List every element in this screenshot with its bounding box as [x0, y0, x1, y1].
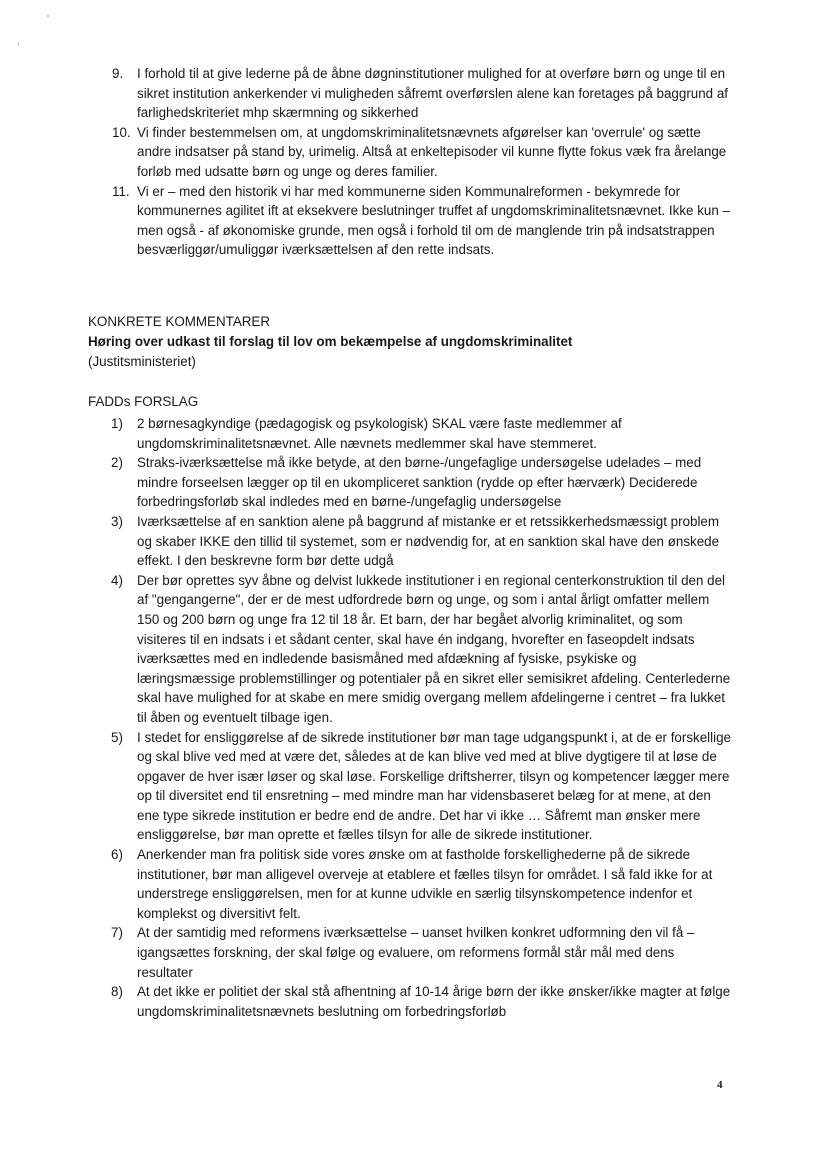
list-item-text: Iværksættelse af en sanktion alene på baggrund af mistanke er et retssikkerhedsmæssigt problem og skaber IKKE den tillid til systemet, som er nødvendig for, at en sanktion skal have den ønskede effekt. I den beskrevne form bør dette udgå: [137, 513, 720, 569]
list-item-text: Anerkender man fra politisk side vores ønske om at fastholde forskellighederne på de sikrede institutioner, bør man alligevel overveje at etablere et fælles tilsyn for området. I så fald ikke for at understrege ensliggørelsen, men for at kunne udvikle en særlig tilsynskompetence indenfor et komplekst og diversitivt felt.: [137, 847, 713, 921]
scan-speck: [18, 42, 19, 45]
list-item-number: 9.: [112, 66, 124, 81]
list-item-text: Straks-iværksættelse må ikke betyde, at den børne-/ungefaglige undersøgelse udelades – med mindre forseelsen lægger op til en ukompliceret sanktion (rydde op efter hærværk) Deciderede forbedringsforløb skal indledes med en børne-/ungefaglig undersøgelse: [137, 455, 702, 510]
list-item-number: 4): [111, 572, 123, 588]
list-item: [112, 123, 732, 182]
list-item-number: 3): [111, 513, 123, 529]
ministry-label: (Justitsministeriet): [88, 354, 196, 369]
list-item-text: 2 børnesagkyndige (pædagogisk og psykologisk) SKAL være faste medlemmer af ungdomskriminalitetsnævnet. Alle nævnets medlemmer skal have stemmeret.: [137, 416, 622, 451]
list-item-number: 10.: [112, 124, 131, 140]
list-item-number: 6): [111, 847, 123, 863]
scan-speck: [47, 15, 49, 17]
list-item: [112, 414, 732, 453]
list-item: [112, 571, 732, 728]
list-item-text: Der bør oprettes syv åbne og delvist lukkede institutioner i en regional centerkonstruktion til den del af "gengangerne", der er de mest udfordrede børn og unge, og som i antal årligt omfatter mellem 150 og 200 børn og unge fra 12 til 18 år. Et barn, der har begået alvorlig kriminalitet, og som visiteres til en indsats i et sådant center, skal have én indgang, hvorefter en faseopdelt indsats iværksættes med en indledende basismåned med afdækning af fysiske, psykiske og læringsmæssige problemstillinger og potentialer på en sikret eller semisikret afdeling. Centerlederne skal have mulighed for at skabe en mere smidig overgang mellem afdelingerne i centret – fra lukket til åben og eventuelt tilbage igen.: [137, 572, 731, 725]
page-number: 4: [717, 1079, 723, 1091]
list-item: [112, 512, 732, 571]
list-item: [112, 453, 732, 512]
section-heading: KONKRETE KOMMENTARER: [88, 314, 271, 329]
list-item-text: Vi finder bestemmelsen om, at ungdomskriminalitetsnævnets afgørelser kan 'overrule' og sætte andre indsatser på stand by, urimelig. Altså at enkeltepisoder vil kunne flytte fokus væk fra årelange forløb med udsatte børn og unge og deres familier.: [137, 124, 727, 179]
list-item: [112, 182, 732, 260]
list-item: [112, 982, 732, 1021]
list-item-number: 2): [111, 455, 123, 471]
list-item-number: 5): [111, 729, 123, 745]
list-item-text: I forhold til at give lederne på de åbne døgninstitutioner mulighed for at overføre børn og unge til en sikret institution ankerkender vi muligheden såfremt overførslen alene kan foretages på baggrund af farlighedskriteriet mhp skærmning og sikkerhed: [137, 66, 729, 121]
list-item-text: Vi er – med den historik vi har med kommunerne siden Kommunalreformen - bekymrede for kommunernes agilitet ift at eksekvere beslutninger truffet af ungdomskriminalitetsnævnet. Ikke kun – men også - af økonomiske grunde, men også i forhold til om de manglende trin på indsatstrappen besværliggør/umuliggør iværksættelsen af den rette indsats.: [137, 183, 730, 258]
list-item: [112, 64, 732, 123]
document-title: Høring over udkast til forslag til lov om bekæmpelse af ungdomskriminalitet: [88, 334, 573, 349]
list-item-text: I stedet for ensliggørelse af de sikrede institutioner bør man tage udgangspunkt i, at de er forskellige og skal blive ved med at være det, således at de kan blive ved med at blive dygtigere til at løse de opgaver de hver især løser og skal løse. Forskellige driftsherrer, tilsyn og kompetencer lægger mere op til diversitet end til ensretning – med mindre man har vidensbaseret belæg for at mene, at den ene type sikrede institution er bedre end de andre. Det har vi ikke … Såfremt man ønsker mere ensliggørelse, bør man oprette et fælles tilsyn for alle de sikrede institutioner.: [137, 729, 731, 843]
list-item-text: At det ikke er politiet der skal stå afhentning af 10-14 årige børn der ikke ønsker/ikke magter at følge ungdomskriminalitetsnævnets beslutning om forbedringsforløb: [137, 984, 731, 1019]
list-item-number: 7): [111, 925, 123, 941]
list-item-text: At der samtidig med reformens iværksættelse – uanset hvilken konkret udformning den vil få – igangsættes forskning, der skal følge og evaluere, om reformens formål står mål med dens resultater: [137, 925, 695, 980]
list-item-number: 8): [111, 984, 123, 1000]
list-item-number: 1): [111, 416, 123, 431]
numbered-list-continued: [112, 64, 732, 260]
list-item-number: 11.: [112, 183, 130, 199]
proposals-list: [112, 414, 732, 1021]
list-item: [112, 728, 732, 846]
proposals-heading: FADDs FORSLAG: [88, 394, 199, 409]
list-item: [112, 923, 732, 982]
list-item: [112, 845, 732, 923]
